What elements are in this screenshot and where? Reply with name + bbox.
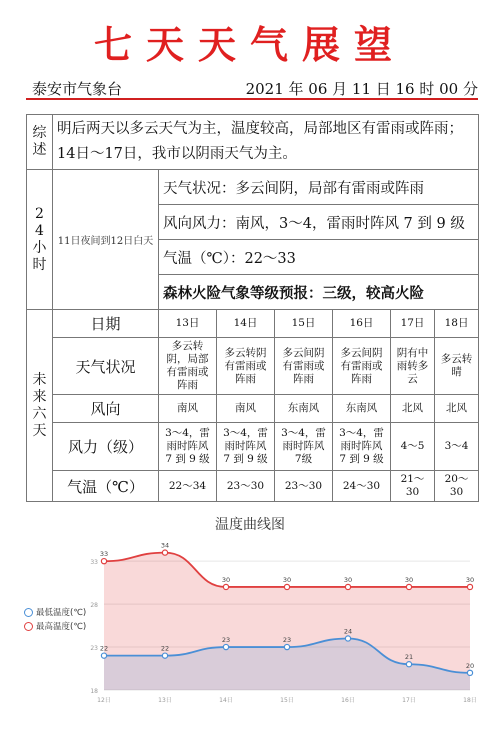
h24-fire: 森林火险气象等级预报：三级，较高火险: [159, 275, 479, 310]
data-point: [467, 584, 472, 589]
data-point: [284, 644, 289, 649]
h24-period: 11日夜间到12日白天: [53, 170, 159, 310]
date-cell: 18日: [435, 310, 479, 338]
weather-cell: 多云间阴有雷雨或阵雨: [333, 338, 391, 395]
data-point: [223, 644, 228, 649]
h24-wind: 风向风力：南风，3～4，雷雨时阵风 7 到 9 级: [159, 205, 479, 240]
data-point: [345, 636, 350, 641]
forecast-row-weather: [27, 338, 479, 395]
wind-dir-cell: 南风: [217, 395, 275, 423]
wind-force-cell: 3～4，雷雨时阵风 7 到 9 级: [333, 423, 391, 471]
data-point: [101, 653, 106, 658]
row-label-wind-dir: 风向: [53, 395, 159, 423]
row-label-weather: 天气状况: [53, 338, 159, 395]
data-label: 30: [465, 575, 475, 584]
y-tick-label: 33: [90, 559, 98, 567]
forecast-row-wind-dir: [27, 395, 479, 423]
data-point: [101, 559, 106, 564]
row-label-temp: 气温（℃）: [53, 471, 159, 502]
data-label: 30: [404, 575, 414, 584]
temp-cell: 20～30: [435, 471, 479, 502]
y-tick-label: 18: [90, 688, 98, 695]
wind-dir-cell: 北风: [391, 395, 435, 423]
temp-cell: 22～34: [159, 471, 217, 502]
h24-temp: 气温（℃）：22～33: [159, 240, 479, 275]
wind-dir-cell: 东南风: [333, 395, 391, 423]
data-point: [406, 584, 411, 589]
legend-high: [24, 620, 86, 632]
y-tick-label: 23: [90, 645, 98, 653]
x-tick-label: 16日: [341, 697, 355, 704]
data-label: 23: [221, 636, 231, 645]
y-tick-label: 28: [90, 602, 98, 610]
data-point: [467, 670, 472, 675]
wind-dir-cell: 东南风: [275, 395, 333, 423]
summary-row: [27, 115, 479, 170]
data-point: [162, 550, 167, 555]
summary-label: 综述: [27, 115, 53, 170]
data-point: [406, 662, 411, 667]
weather-cell: 多云间阴有雷雨或阵雨: [275, 338, 333, 395]
date-cell: 16日: [333, 310, 391, 338]
page-title: 七天天气展望: [93, 22, 406, 67]
x-tick-label: 12日: [97, 697, 111, 704]
data-point: [162, 653, 167, 658]
temp-cell: 23～30: [275, 471, 333, 502]
x-tick-label: 18日: [463, 697, 477, 704]
data-point: [284, 584, 289, 589]
data-label: 34: [160, 541, 170, 550]
data-label: 23: [282, 636, 292, 645]
date-cell: 17日: [391, 310, 435, 338]
wind-force-cell: 3～4，雷雨时阵风 7 到 9 级: [159, 423, 217, 471]
data-label: 22: [99, 644, 109, 653]
temp-cell: 24～30: [333, 471, 391, 502]
date-cell: 15日: [275, 310, 333, 338]
wind-force-cell: 4～5: [391, 423, 435, 471]
x-tick-label: 15日: [280, 697, 294, 704]
wind-force-cell: 3～4，雷雨时阵风 7 到 9 级: [217, 423, 275, 471]
forecast-table: [26, 114, 479, 502]
data-point: [223, 584, 228, 589]
summary-text: 明后两天以多云天气为主，温度较高，局部地区有雷雨或阵雨；14日～17日，我市以阴雨天气为主。: [53, 115, 479, 170]
issue-time: 2021 年 06 月 11 日 16 时 00 分: [245, 80, 478, 98]
legend-high-label: 最高温度(℃): [36, 622, 87, 632]
chart-title: 温度曲线图: [215, 517, 285, 533]
data-label: 22: [160, 644, 170, 653]
forecast-label: 未来六天: [27, 310, 53, 502]
row-label-wind-force: 风力（级）: [53, 423, 159, 471]
temp-cell: 23～30: [217, 471, 275, 502]
agency-name: 泰安市气象台: [32, 80, 123, 98]
data-label: 20: [465, 661, 475, 670]
legend-low-label: 最低温度(℃): [36, 608, 87, 618]
legend-low: [24, 606, 86, 618]
data-point: [345, 584, 350, 589]
data-label: 24: [343, 627, 353, 636]
data-label: 21: [404, 653, 414, 662]
wind-dir-cell: 北风: [435, 395, 479, 423]
wind-force-cell: 3～4: [435, 423, 479, 471]
h24-row-weather: [27, 170, 479, 205]
data-label: 30: [221, 575, 231, 584]
data-label: 30: [282, 575, 292, 584]
forecast-row-date: [27, 310, 479, 338]
data-label: 30: [343, 575, 353, 584]
weather-cell: 多云转晴: [435, 338, 479, 395]
forecast-row-wind-force: [27, 423, 479, 471]
date-cell: 14日: [217, 310, 275, 338]
x-tick-label: 17日: [402, 697, 416, 704]
legend-low-marker: [24, 608, 33, 617]
weather-cell: 多云转阴有雷雨或阵雨: [217, 338, 275, 395]
wind-dir-cell: 南风: [159, 395, 217, 423]
h24-weather: 天气状况：多云间阴，局部有雷雨或阵雨: [159, 170, 479, 205]
x-tick-label: 14日: [219, 697, 233, 704]
row-label-date: 日期: [53, 310, 159, 338]
data-label: 33: [99, 550, 109, 559]
weather-cell: 多云转阴，局部有雷雨或阵雨: [159, 338, 217, 395]
wind-force-cell: 3～4，雷雨时阵风 7级: [275, 423, 333, 471]
forecast-row-temp: [27, 471, 479, 502]
x-tick-label: 13日: [158, 697, 172, 704]
date-cell: 13日: [159, 310, 217, 338]
h24-label: 24小时: [27, 170, 53, 310]
weather-cell: 阴有中雨转多云: [391, 338, 435, 395]
header-rule: [26, 98, 478, 100]
temp-cell: 21～30: [391, 471, 435, 502]
legend-high-marker: [24, 622, 33, 631]
